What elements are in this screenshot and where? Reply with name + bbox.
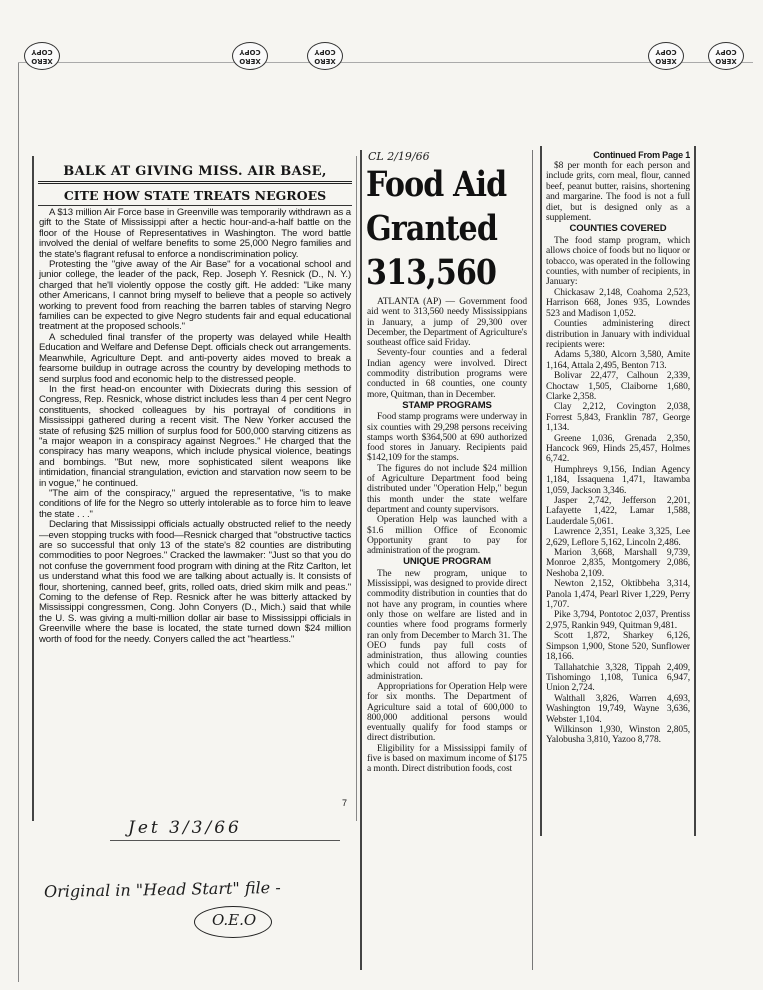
- continued-label: Continued From Page 1: [593, 150, 690, 160]
- right-article: [540, 146, 696, 836]
- paragraph: Declaring that Mississippi officials actually obstructed relief to the needy—even stopping trucks with food—Resnick charged that "obstructive tactics are so successful that only 13 of the state's 82 counties are distributing commodities to poor Negroes." Cracked the lawmaker: "Just so that you do not confuse the government food program with dining at the Ritz Carlton, let us understand what this food we are talking about actually is. It consists of flour, shortening, canned beef, grits, rolled oats, dried skim milk and peas." Coming to the defense of Rep. Resnick after he was bitterly attacked by Mississippi congressmen, Cong. John Conyers (D., Mich.) said that while the U. S. was giving a multi-million dollar air base to Mississippi officials in Greenville where the base is located, the state turned down $24 million worth of food for the needy. Conyers called the act "heartless.": [39, 519, 351, 645]
- headline-number: 313,560: [366, 252, 497, 293]
- left-article-body: [39, 208, 351, 645]
- paragraph: Wilkinson 1,930, Winston 2,805, Yalobusha 3,810, Yazoo 8,778.: [546, 724, 690, 746]
- paragraph: Food stamp programs were underway in six counties with 29,298 persons receiving stamps worth $364,500 at 690 authorized food stores in January. Recipients paid $142,109 for the stamps.: [367, 412, 527, 464]
- mid-article: [360, 150, 533, 970]
- paragraph: A scheduled final transfer of the property was delayed while Health Education and Welfare and Defense Dept. officials check out arrangements. Meanwhile, Agriculture Dept. and anti-poverty aides moved to break a fearsome buildup in outrage across the country by developing methods to send surplus food and economic help to the distressed people.: [39, 331, 351, 385]
- paragraph: A $13 million Air Force base in Greenville was temporarily withdrawn as a gift to the State of Mississippi after a hectic hour-and-a-half battle on the floor of the House of Representatives in Washington. The word battle involved the denial of welfare benefits to some 25,000 Negro families and the state's flagrant refusal to enforce a nondiscrimination policy.: [39, 207, 351, 260]
- paragraph: Counties administering direct distribution in January with individual recipients were:: [546, 319, 690, 350]
- xero-copy-stamp: XERO COPY: [24, 42, 60, 70]
- paragraph: Lawrence 2,351, Leake 3,325, Lee 2,629, Leflore 5,162, Lincoln 2,486.: [546, 527, 690, 548]
- paragraph: Protesting the "give away of the Air Base" for a vocational school and junior college, the leader of the pack, Rep. Joseph Y. Resnick (D., N. Y.) charged that he'll violently oppose the costly gift. He added: "Like many other Americans, I cannot bring myself to believe that a people so actively working to prevent food from reaching the barren tables of starving Negro families can be expected to give Negro students fair and equal educational treatment at the proposed schools.": [39, 259, 351, 333]
- handwritten-jet-date: Jet 3/3/66: [128, 818, 242, 838]
- subhead-counties-covered: COUNTIES COVERED: [569, 223, 667, 235]
- paragraph: "The aim of the conspiracy," argued the representative, "is to make conditions of life for the Negro so utterly intolerable as to force him to leave the state . . .": [39, 487, 351, 520]
- paragraph: Walthall 3,826, Warren 4,693, Washington 19,749, Wayne 3,636, Webster 1,104.: [546, 693, 690, 725]
- page-border-top: [18, 62, 753, 63]
- paragraph: In the first head-on encounter with Dixiecrats during this session of Congress, Rep. Resnick, whose district includes less than 4 per cent Negro constituents, shocked colleagues by his portrayal of conditions in Mississippi gathered during a recent visit. The New Yorker accused the state of refusing $25 million of surplus food for 500,000 starving citizens as "a major weapon in a conspiracy against Negroes." He charged that the conspiracy has many weapons, which include physical violence, beatings and bombings. "But new, more sophisticated silent weapons like intimidation, financial strangulation, eviction and starvation now seem to be in vogue," he continued.: [39, 383, 351, 489]
- paragraph: Tallahatchie 3,328, Tippah 2,409, Tishomingo 1,108, Tunica 6,947, Union 2,724.: [546, 662, 690, 694]
- left-article: [32, 156, 357, 821]
- handwritten-date: CL 2/19/66: [368, 150, 430, 163]
- paragraph: Marion 3,668, Marshall 9,739, Monroe 2,835, Montgomery 2,086, Neshoba 2,109.: [546, 548, 690, 579]
- handwritten-oeo: O.E.O: [212, 911, 257, 929]
- paragraph: Newton 2,152, Oktibbeha 3,314, Panola 1,474, Pearl River 1,229, Perry 1,707.: [546, 579, 690, 611]
- paragraph: Operation Help was launched with a $1.6 million Office of Economic Opportunity grant to pay for administration of the program.: [367, 515, 527, 557]
- paragraph: The food stamp program, which allows choice of foods but no liquor or tobacco, was operated in the following counties, with number of recipients, in January:: [546, 235, 690, 288]
- paragraph: Clay 2,212, Covington 2,038, Forrest 5,843, Franklin 787, George 1,134.: [546, 402, 690, 434]
- headline-granted: Granted: [366, 208, 498, 249]
- paragraph: Humphreys 9,156, Indian Agency 1,184, Issaquena 1,471, Itawamba 1,059, Jackson 3,346.: [546, 464, 690, 496]
- xero-copy-stamp: XERO COPY: [648, 42, 684, 70]
- paragraph: Eligibility for a Mississippi family of five is based on maximum income of $175 a month. Direct distribution foods, cost: [367, 743, 527, 775]
- headline-food-aid: Food Aid: [366, 164, 507, 205]
- paragraph: Bolivar 22,477, Calhoun 2,339, Choctaw 1,505, Claiborne 1,680, Clarke 2,358.: [546, 371, 690, 402]
- paragraph: Scott 1,872, Sharkey 6,126, Simpson 1,900, Stone 520, Sunflower 18,166.: [546, 631, 690, 663]
- xero-copy-stamp: XERO COPY: [232, 42, 268, 70]
- paragraph: The figures do not include $24 million of Agriculture Department food being distributed under "Operation Help," begun this month under the state welfare department and county supervisors.: [367, 463, 527, 515]
- page-mark: 7: [342, 798, 348, 808]
- paragraph: Seventy-four counties and a federal Indian agency were involved. Direct commodity distribution programs were conducted in 68 counties, one county more, Quitman, than in December.: [367, 348, 527, 400]
- paragraph: Adams 5,380, Alcorn 3,580, Amite 1,164, Attala 2,495, Benton 713.: [546, 350, 690, 371]
- paragraph: Chickasaw 2,148, Coahoma 2,523, Harrison 668, Jones 935, Lowndes 523 and Madison 1,052.: [546, 287, 690, 319]
- right-article-body: [546, 161, 690, 746]
- subhead-stamp-programs: STAMP PROGRAMS: [402, 399, 492, 411]
- xero-copy-stamp: XERO COPY: [307, 42, 343, 70]
- handwritten-origin-note: Original in "Head Start" file -: [43, 877, 281, 902]
- paragraph: Jasper 2,742, Jefferson 2,201, Lafayette 1,422, Lamar 1,588, Lauderdale 5,061.: [546, 496, 690, 527]
- left-headline: BALK AT GIVING MISS. AIR BASE,: [38, 164, 352, 184]
- paragraph: The new program, unique to Mississippi, was designed to provide direct commodity distribution in counties that do not have any program, in counties where only those on welfare are listed and in counties where food programs formerly ran only from December to March 31. The OEO funds pay full costs of administration, thus allowing counties which could not afford to pay for administration.: [367, 568, 527, 682]
- paragraph: $8 per month for each person and include grits, corn meal, flour, canned beef, peanut butter, raisins, shortening and margarine. The food is not a full diet, but is designed only as a supplement.: [546, 161, 690, 224]
- left-subheadline: CITE HOW STATE TREATS NEGROES: [38, 188, 352, 206]
- xero-copy-stamp: XERO COPY: [708, 42, 744, 70]
- paragraph: ATLANTA (AP) — Government food aid went to 313,560 needy Mississippians in January, a jump of 29,300 over December, the Department of Agriculture's southeast office said Friday.: [367, 297, 527, 349]
- paragraph: Appropriations for Operation Help were for six months. The Department of Agriculture said a total of 600,000 to 800,000 additional persons would eventually qualify for food stamps or direct distribution.: [367, 681, 527, 744]
- subhead-unique-program: UNIQUE PROGRAM: [403, 556, 491, 568]
- paragraph: Pike 3,794, Pontotoc 2,037, Prentiss 2,975, Rankin 949, Quitman 9,481.: [546, 610, 690, 631]
- underline: [110, 840, 340, 841]
- mid-article-body: [367, 297, 527, 775]
- page-border-left: [18, 62, 19, 982]
- paragraph: Greene 1,036, Grenada 2,350, Hancock 969, Hinds 25,457, Holmes 6,742.: [546, 433, 690, 465]
